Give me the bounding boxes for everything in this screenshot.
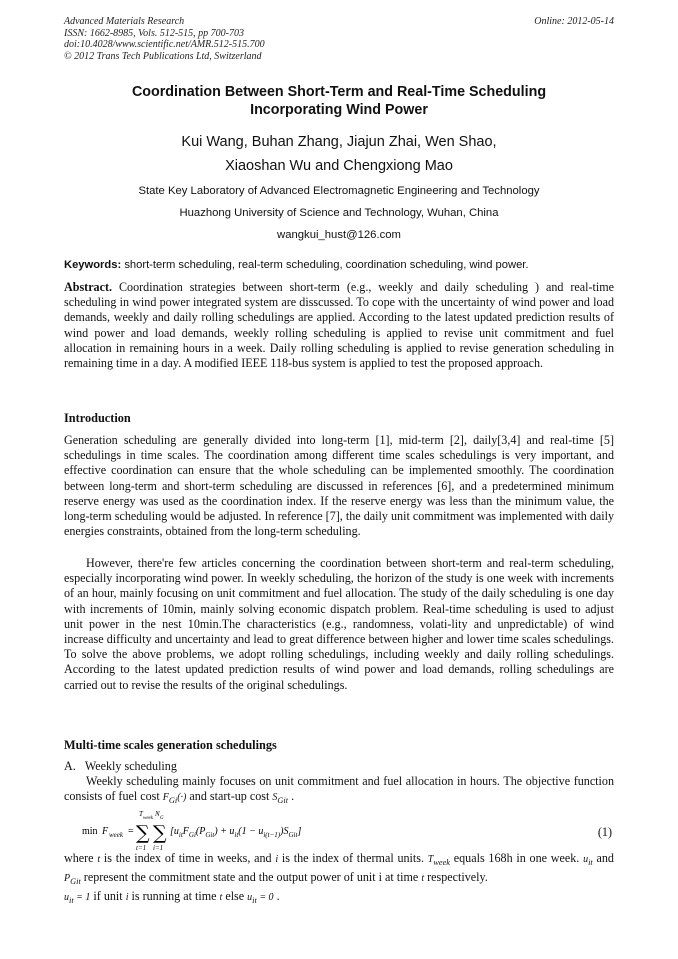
abstract-text: Coordination strategies between short-term (e.g., weekly and daily scheduling ) and real-time scheduling in wind power integrated system are disscussed. To cope with the uncertainty of wind power and load demands, weekly and daily rolling schedulings are applied. According to the latest updated prediction results of wind power and load demands, weekly rolling scheduling is applied to revise unit commitment and fuel allocation in remaining hours in a week. Daily rolling scheduling is applied to revise generation scheduling in remaining time in a day. A modified IEEE 118-bus system is applied to test the proposed approach. — [64, 280, 614, 371]
paper-title — [64, 84, 614, 119]
journal-name: Advanced Materials Research — [64, 16, 185, 27]
doi-line: doi:10.4028/www.scientific.net/AMR.512-515.700 — [64, 39, 265, 50]
svg-text:min: min — [82, 826, 98, 837]
weekly-paragraph: Weekly scheduling mainly focuses on unit commitment and fuel allocation in hours. The objective function consists of fuel cost $F_{Gi}(\cdot)$ and start-up cost $S_{Git}$ . — [64, 774, 614, 806]
author-email: wangkui_hust@126.com — [277, 229, 401, 241]
equation-1-graphic — [82, 808, 512, 852]
affiliation-line-2: Huazhong University of Science and Technology, Wuhan, China — [179, 207, 499, 219]
authors-line-1: Kui Wang, Buhan Zhang, Jiajun Zhai, Wen Shao, — [181, 134, 497, 150]
copyright-line: © 2012 Trans Tech Publications Ltd, Switzerland — [64, 50, 262, 62]
weekly-text-1: Weekly scheduling mainly focuses on unit commitment and fuel allocation in hours. The objective function consists of fuel cost — [64, 774, 614, 804]
authors-line-2: Xiaoshan Wu and Chengxiong Mao — [225, 158, 453, 174]
math-t: t — [97, 854, 101, 865]
svg-text:[uitFGi(PGit) + uit(1 − ui(t−1: $[u_{it}F_{Gi}(P_{Git}) + u_{it}(1 - u_{i(t-1)})S_{Git}]$ — [170, 826, 302, 839]
section-heading-introduction: Introduction — [64, 411, 131, 425]
math-fuel-cost: $F_{Gi}(\cdot)$ — [162, 792, 187, 806]
svg-text:G: G — [160, 816, 164, 821]
intro-paragraph-2: However, there're few articles concerning the coordination between short-term and real-term scheduling, especially incorporating wind power. In weekly scheduling, the horizon of the study is one week with increments of an hour, mainly focusing on unit commitment and fuel allocation. The study of the daily scheduling is one day with increments of 10min, mainly solving economic dispatch problem. Real-time scheduling is used to adjust unit power in the nest 10min.The characteristics (e.g., randomness, volati-lity and unpredictable) of wind increase difficulty and uncertainty and lead to great difference between higher and lower time scales schedulings. To solve the above problems, we adopt rolling schedulings, including weekly and daily rolling schedulings. According to the latest updated prediction results of wind power and load demands, rolling schedulings are carried out to revise the results of the original schedulings. — [64, 556, 614, 692]
math-i-2: i — [125, 892, 129, 904]
math-u-it: $u_{it}$ — [583, 854, 593, 867]
keywords — [64, 258, 614, 272]
svg-text:week: week — [143, 816, 153, 821]
where-text-4: equals 168h in one week. — [453, 851, 580, 865]
math-t-3: t — [219, 892, 223, 904]
intro-paragraph-1: Generation scheduling are generally divided into long-term [1], mid-term [2], daily[3,4] and real-time [5] schedulings in time scales. The coordination among different time scales schedulings is very important, and effective coordination can ensure that the whole scheduling can be implemented smoothly. The coordination between long-term and short-term scheduling are discussed in references [6], and a predetermined minimum reserve energy was used as the coordination index. If the reserve energy was less than the minimum value, the long-term scheduling would be adjusted. In reference [7], the daily unit commitment was implemented with daily energies constraints, obtained from the long-term scheduling. — [64, 433, 614, 539]
section-heading-multi-time: Multi-time scales generation schedulings — [64, 738, 277, 752]
affiliation — [64, 180, 614, 246]
weekly-text-2: and start-up cost — [189, 789, 270, 804]
math-u-it-eq-1: $u_{it} = 1$ — [64, 892, 91, 906]
issn-line: ISSN: 1662-8985, Vols. 512-515, pp 700-703 — [64, 27, 244, 39]
abstract-label: Abstract. — [64, 280, 113, 294]
svg-text:∑: ∑ — [153, 822, 167, 844]
where-text-9: is running at time — [131, 889, 217, 904]
abstract — [64, 280, 614, 371]
math-t-2: t — [421, 873, 425, 885]
author-list — [64, 130, 614, 178]
where-text-3: is the index of thermal units. — [281, 851, 425, 865]
svg-text:N: N — [155, 810, 160, 818]
title-line-2: Incorporating Wind Power — [250, 101, 428, 118]
subsection-weekly: A. Weekly scheduling — [64, 759, 177, 773]
title-line-1: Coordination Between Short-Term and Real-Time Scheduling — [131, 84, 547, 100]
keywords-label: Keywords: — [64, 259, 122, 271]
svg-text:=: = — [128, 826, 134, 837]
svg-text:T: T — [139, 810, 143, 818]
journal-metadata — [64, 16, 265, 62]
equation-1 — [82, 808, 512, 852]
online-date: Online: 2012-05-14 — [534, 16, 614, 27]
where-paragraph: where t is the index of time in weeks, and i is the index of thermal units. $T_{week}$ equals 168h in one week. $u_{it}$ and $P_{Git}$ represent the commitment state and the output power of unit i at time t respectively. $u_{it} = 1$ if unit i is running at time t else $u_{it} = 0$ . — [64, 851, 614, 906]
math-u-it-eq-0: $u_{it} = 0$ — [247, 892, 274, 906]
math-p-git: $P_{Git}$ — [64, 873, 81, 887]
svg-text:week: week — [109, 831, 123, 839]
svg-text:i=1: i=1 — [153, 844, 164, 852]
svg-text:∑: ∑ — [136, 822, 150, 844]
where-text-8: if unit — [93, 889, 123, 904]
svg-text:F: F — [102, 826, 109, 837]
where-text-6: represent the commitment state and the output power of unit i at time — [83, 870, 419, 885]
math-i: i — [275, 854, 279, 865]
where-text-1: where — [64, 851, 94, 865]
where-text-10: else — [225, 889, 245, 904]
svg-text:t=1: t=1 — [136, 844, 147, 852]
equation-number: (1) — [597, 825, 612, 839]
math-t-week: $T_{week}$ — [427, 854, 450, 867]
where-text-7: respectively. — [427, 870, 488, 885]
where-text-5: and — [596, 851, 614, 865]
where-text-2: is the index of time in weeks, and — [103, 851, 272, 865]
math-startup-cost: $S_{Git}$ — [272, 792, 289, 806]
keywords-text: short-term scheduling, real-term scheduling, coordination scheduling, wind power. — [124, 259, 529, 271]
affiliation-line-1: State Key Laboratory of Advanced Electromagnetic Engineering and Technology — [138, 185, 540, 197]
